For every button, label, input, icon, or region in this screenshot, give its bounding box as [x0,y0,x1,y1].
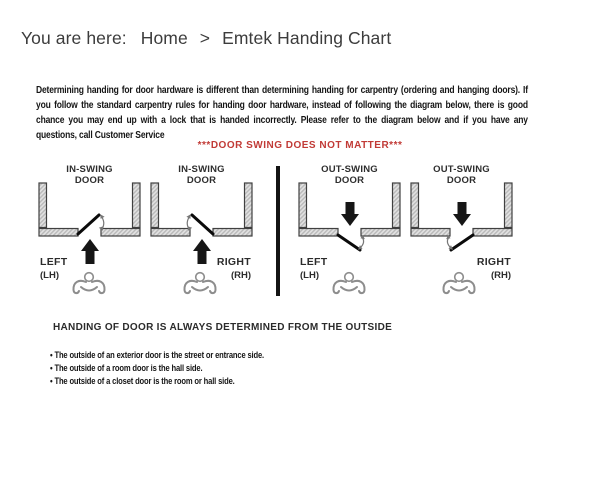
breadcrumb-current-page: Emtek Handing Chart [222,28,392,48]
door-leaf [192,215,213,234]
door-leaf [451,235,473,250]
list-item: • The outside of an exterior door is the street or entrance side. [50,349,386,362]
inswing-arrow-icon [193,239,211,264]
list-item: • The outside of a closet door is the room or hall side. [50,375,386,388]
hand-label: RIGHT (RH) [216,256,251,281]
list-item: • The outside of a room door is the hall side. [50,362,386,375]
diagram-title: OUT-SWING DOOR [321,164,378,186]
diagram-out-swing-right [410,165,513,297]
door-swing-arrow-icon [446,235,453,250]
person-viewer-icon [333,273,364,293]
person-viewer-icon [443,273,474,293]
diagram-in-swing-right [150,165,253,297]
door-leaf [338,235,360,250]
door-leaf [78,215,99,234]
person-viewer-icon [73,273,104,293]
door-frame-walls [151,183,252,236]
breadcrumb-home-link[interactable]: Home [140,28,188,48]
outswing-arrow-icon [341,202,359,226]
intro-paragraph: Determining handing for door hardware is different than determining handing for carpentry (ordering and hanging doors). If you follow the standard carpentry rules for handing door hardware, instead of following the diagram below, there is good chance you may end up with a lock that is handed incorrectly. Please refer to the diagram below and if you have any questions, call Customer Service [36,85,528,141]
hand-label: LEFT (LH) [300,256,328,281]
inswing-arrow-icon [81,239,99,264]
section-divider [276,166,280,296]
diagram-title: IN-SWING DOOR [178,164,225,186]
door-frame-walls [39,183,140,236]
diagram-title: IN-SWING DOOR [66,164,113,186]
hand-label: LEFT (LH) [40,256,68,281]
breadcrumb-prefix: You are here: [21,28,127,48]
diagram-out-swing-left [298,165,401,297]
handing-chart-image [30,78,570,408]
door-swing-warning: ***DOOR SWING DOES NOT MATTER*** [197,140,403,151]
hand-label: RIGHT (RH) [476,256,511,281]
breadcrumb-separator: > [199,28,211,48]
handing-heading: HANDING OF DOOR IS ALWAYS DETERMINED FROM THE OUTSIDE [53,322,393,333]
door-swing-arrow-icon [358,235,365,250]
diagram-title: OUT-SWING DOOR [433,164,490,186]
breadcrumb [21,28,391,49]
person-viewer-icon [184,273,215,293]
outside-rules-list [50,349,386,388]
outswing-arrow-icon [453,202,471,226]
diagram-in-swing-left [38,165,141,297]
